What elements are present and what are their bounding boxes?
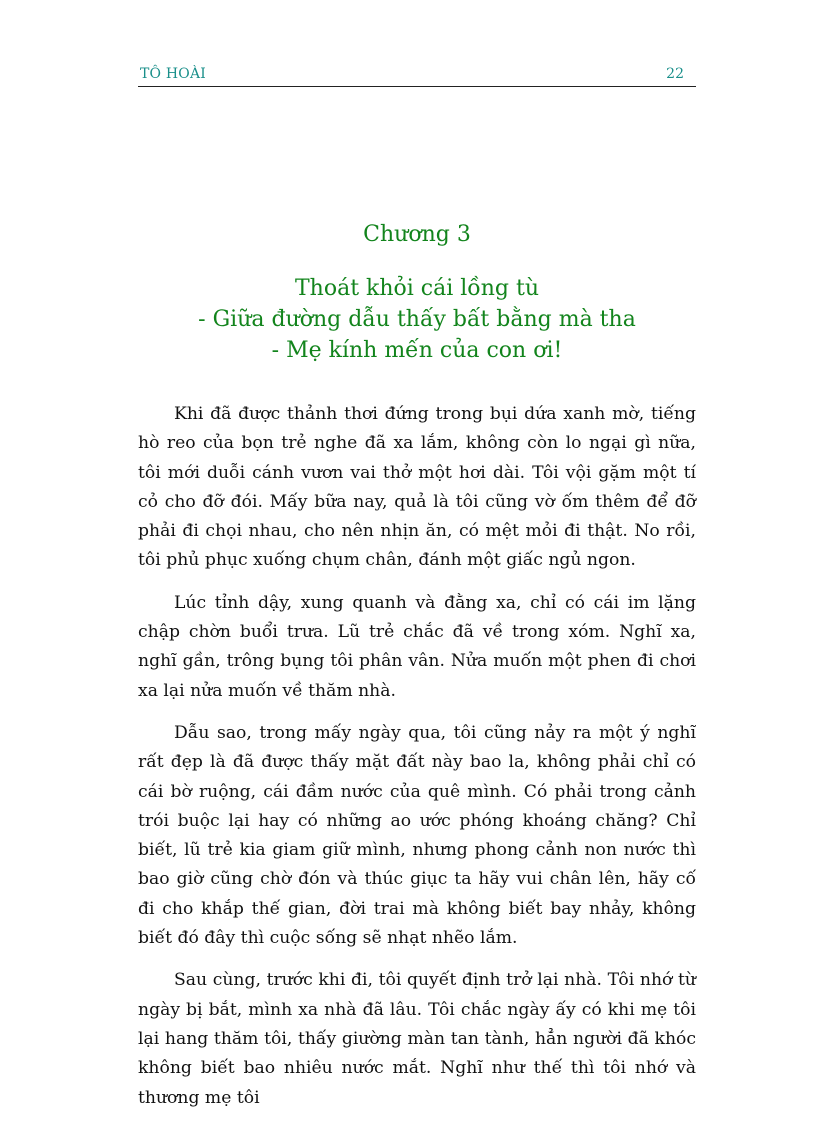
chapter-title-line: Thoát khỏi cái lồng tù [294, 276, 540, 301]
chapter-title-line: - Giữa đường dẫu thấy bất bằng mà tha [198, 307, 636, 332]
chapter-number: Chương 3 [363, 222, 471, 247]
paragraph: Lúc tỉnh dậy, xung quanh và đằng xa, chỉ có cái im lặng chập chờn buổi trưa. Lũ trẻ chắc đã về trong xóm. Nghĩ xa, nghĩ gần, trông bụng tôi phân vân. Nửa muốn một phen đi chơi xa lại nửa muốn về thăm nhà. [138, 592, 696, 701]
chapter-title [138, 273, 696, 366]
paragraph: Khi đã được thảnh thơi đứng trong bụi dứa xanh mờ, tiếng hò reo của bọn trẻ nghe đã xa lắm, không còn lo ngại gì nữa, tôi mới duỗi cánh vươn vai thở một hơi dài. Tôi vội gặm một tí cỏ cho đỡ đói. Mấy bữa nay, quả là tôi cũng vờ ốm thêm để đỡ phải đi chọi nhau, cho nên nhịn ăn, có mệt mỏi đi thật. No rồi, tôi phủ phục xuống chụm chân, đánh một giấc ngủ ngon. [138, 404, 696, 571]
chapter-heading [138, 218, 696, 366]
chapter-title-line: - Mẹ kính mến của con ơi! [271, 338, 563, 363]
header-author: TÔ HOÀI [140, 66, 206, 82]
paragraph: Sau cùng, trước khi đi, tôi quyết định trở lại nhà. Tôi nhớ từ ngày bị bắt, mình xa nhà đã lâu. Tôi chắc ngày ấy có khi mẹ tôi lại hang thăm tôi, thấy giường màn tan tành, hẳn người đã khóc không biết bao nhiêu nước mắt. Nghĩ như thế thì tôi nhớ và thương mẹ tôi [138, 970, 696, 1108]
header-page-number: 22 [666, 66, 684, 82]
body-text [138, 400, 696, 1126]
paragraph: Dẫu sao, trong mấy ngày qua, tôi cũng nảy ra một ý nghĩ rất đẹp là đã được thấy mặt đất này bao la, không phải chỉ có cái bờ ruộng, cái đầm nước của quê mình. Có phải trong cảnh trói buộc lại hay có những ao ước phóng khoáng chăng? Chỉ biết, lũ trẻ kia giam giữ mình, nhưng phong cảnh non nước thì bao giờ cũng chờ đón và thúc giục ta hãy vui chân lên, hãy cố đi cho khắp thế gian, đời trai mà không biết bay nhảy, không biết đó đây thì cuộc sống sẽ nhạt nhẽo lắm. [138, 722, 696, 949]
page-header [138, 62, 696, 87]
